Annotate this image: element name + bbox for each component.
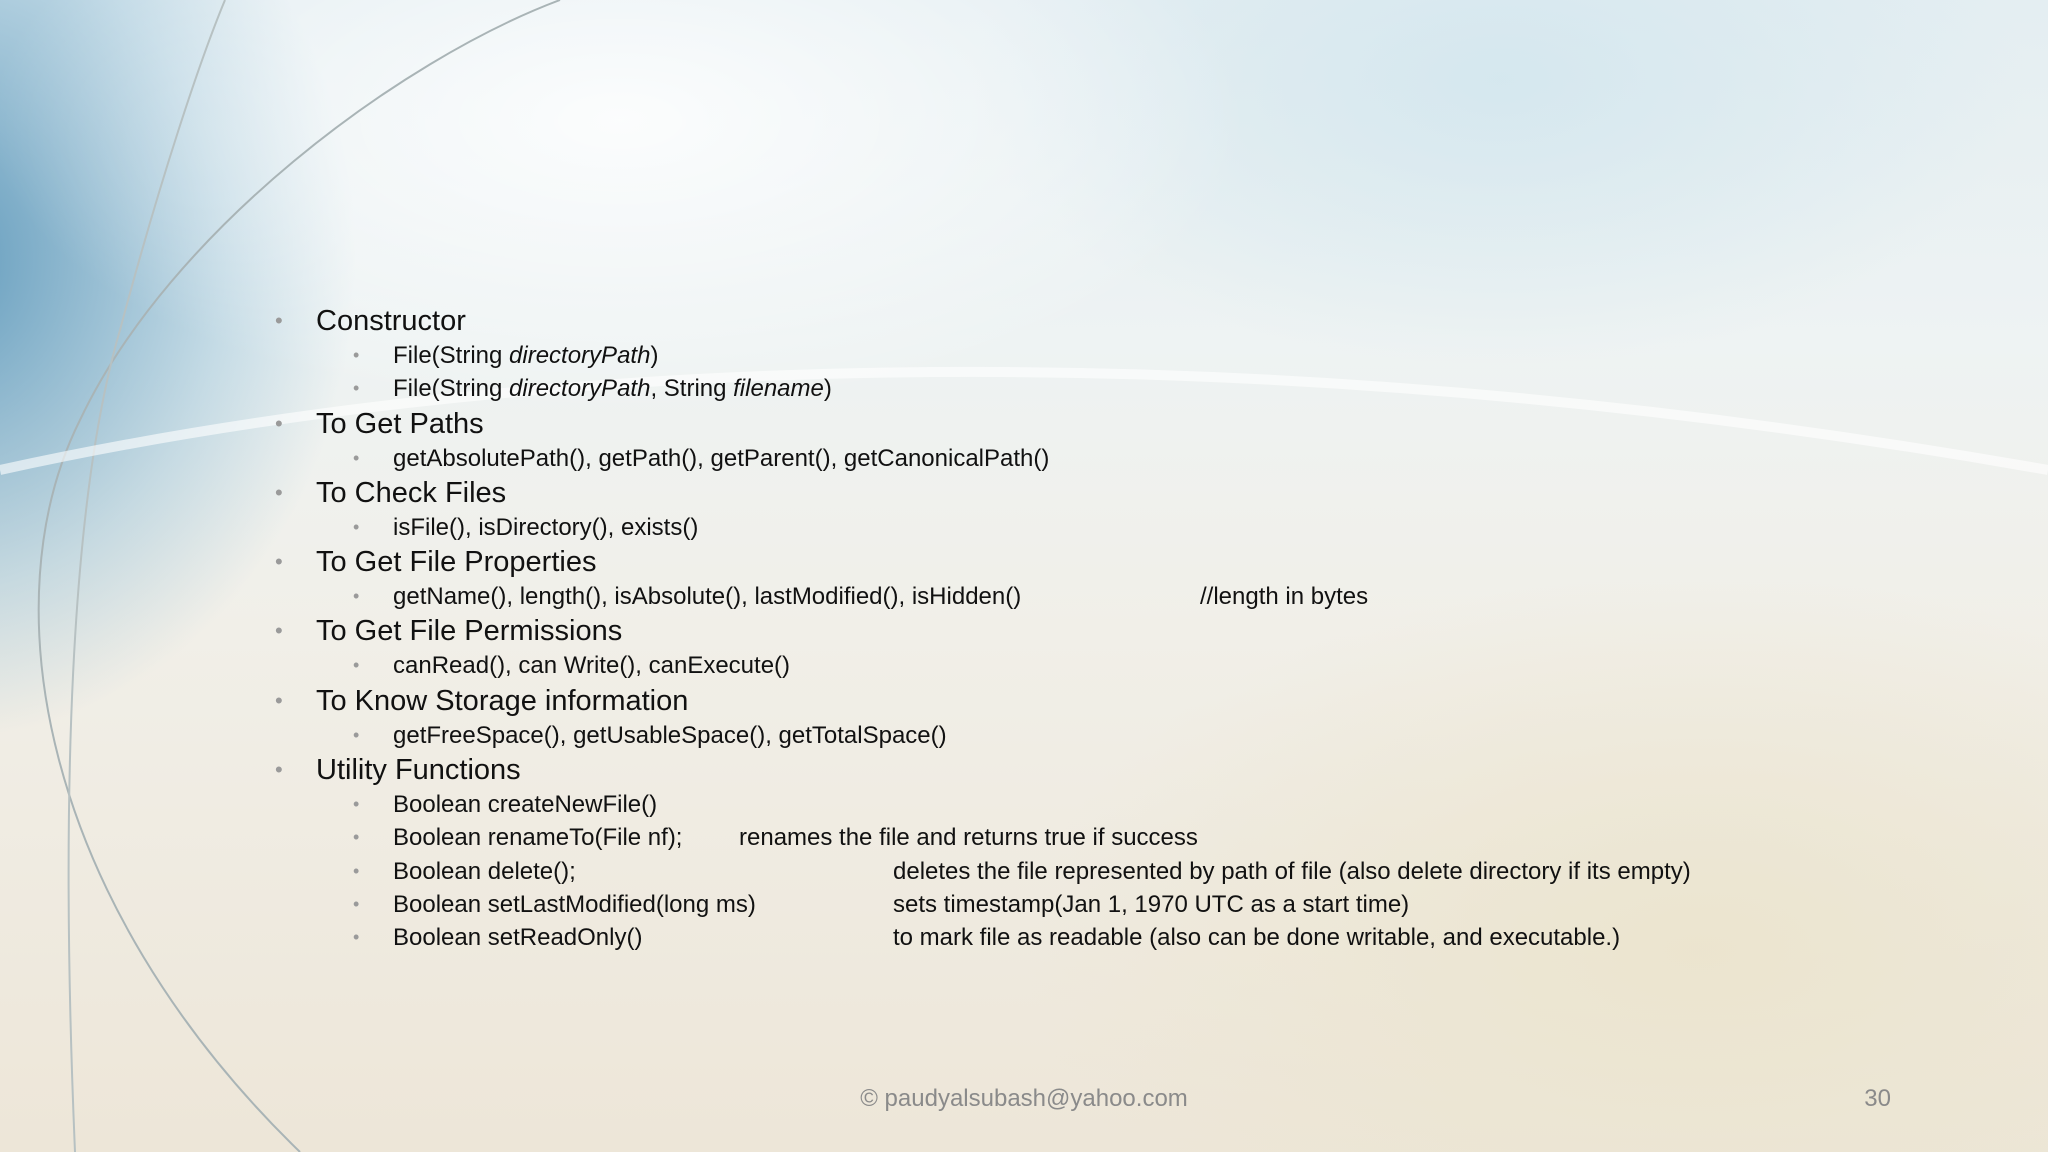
- item-text: Boolean setReadOnly(): [393, 924, 643, 952]
- bullet-icon: •: [353, 860, 360, 881]
- list-item: [275, 442, 1975, 475]
- item-note: renames the file and returns true if success: [739, 824, 1198, 852]
- item-note: deletes the file represented by path of file (also delete directory if its empty): [893, 857, 1691, 885]
- item-text: getName(), length(), isAbsolute(), lastModified(), isHidden(): [393, 583, 1022, 611]
- item-note: to mark file as readable (also can be done writable, and executable.): [893, 924, 1621, 952]
- list-item: [275, 649, 1975, 682]
- heading-storage: To Know Storage information: [316, 684, 689, 717]
- bullet-icon: •: [353, 724, 360, 745]
- bullet-icon: •: [353, 794, 360, 815]
- list-item: [275, 372, 1975, 405]
- list-item: [275, 855, 1975, 888]
- bullet-icon: •: [275, 687, 283, 713]
- bullet-icon: •: [353, 447, 360, 468]
- heading-file-properties: To Get File Properties: [316, 546, 597, 579]
- list-item: [275, 339, 1975, 372]
- list-item: [275, 921, 1975, 954]
- heading-file-permissions: To Get File Permissions: [316, 615, 623, 648]
- list-item: [275, 752, 1975, 788]
- list-item: [275, 821, 1975, 854]
- bullet-icon: •: [275, 549, 283, 575]
- heading-paths: To Get Paths: [316, 407, 484, 440]
- list-item: [275, 888, 1975, 921]
- item-text: isFile(), isDirectory(), exists(): [393, 513, 699, 541]
- heading-constructor: Constructor: [316, 305, 466, 337]
- item-text: Boolean createNewFile(): [393, 791, 658, 819]
- bullet-icon: •: [275, 757, 283, 783]
- bullet-icon: •: [353, 893, 360, 914]
- bullet-icon: •: [353, 378, 360, 399]
- bullet-icon: •: [353, 345, 360, 365]
- footer-email: © paudyalsubash@yahoo.com: [860, 1085, 1188, 1112]
- item-text: getAbsolutePath(), getPath(), getParent(), getCanonicalPath(): [393, 444, 1050, 472]
- item-text: File(String: [393, 375, 510, 403]
- item-text: canRead(), can Write(), canExecute(): [393, 652, 791, 680]
- heading-utility: Utility Functions: [316, 754, 521, 787]
- list-item: [275, 580, 1975, 613]
- page-number: 30: [1864, 1085, 1891, 1112]
- list-item: [275, 683, 1975, 719]
- item-text: Boolean delete();: [393, 857, 576, 885]
- bullet-icon: •: [353, 655, 360, 676]
- bullet-icon: •: [275, 479, 283, 505]
- bullet-icon: •: [353, 827, 360, 848]
- list-item: [275, 719, 1975, 752]
- item-text: Boolean renameTo(File nf);: [393, 824, 683, 852]
- item-italic: filename: [733, 375, 824, 403]
- list-item: [275, 406, 1975, 442]
- list-item: [275, 303, 1975, 339]
- bullet-list: [275, 303, 1975, 955]
- item-text: Boolean setLastModified(long ms): [393, 890, 756, 918]
- item-text: , String: [650, 375, 734, 403]
- item-note: sets timestamp(Jan 1, 1970 UTC as a start time): [893, 890, 1410, 918]
- bullet-icon: •: [353, 516, 360, 537]
- bullet-icon: •: [275, 410, 283, 436]
- list-item: [275, 475, 1975, 511]
- item-text: File(String: [393, 342, 510, 369]
- list-item: [275, 544, 1975, 580]
- item-italic: directoryPath: [509, 342, 651, 369]
- bullet-icon: •: [275, 308, 283, 333]
- bullet-icon: •: [353, 927, 360, 948]
- heading-check-files: To Check Files: [316, 476, 507, 509]
- item-note: //length in bytes: [1200, 583, 1369, 611]
- list-item: [275, 788, 1975, 821]
- bullet-icon: •: [275, 618, 283, 644]
- item-text: ): [823, 375, 832, 403]
- bullet-icon: •: [353, 586, 360, 607]
- item-text: getFreeSpace(), getUsableSpace(), getTotalSpace(): [393, 721, 947, 749]
- item-text: ): [650, 342, 659, 369]
- item-italic: directoryPath: [509, 375, 651, 403]
- list-item: [275, 613, 1975, 649]
- list-item: [275, 511, 1975, 544]
